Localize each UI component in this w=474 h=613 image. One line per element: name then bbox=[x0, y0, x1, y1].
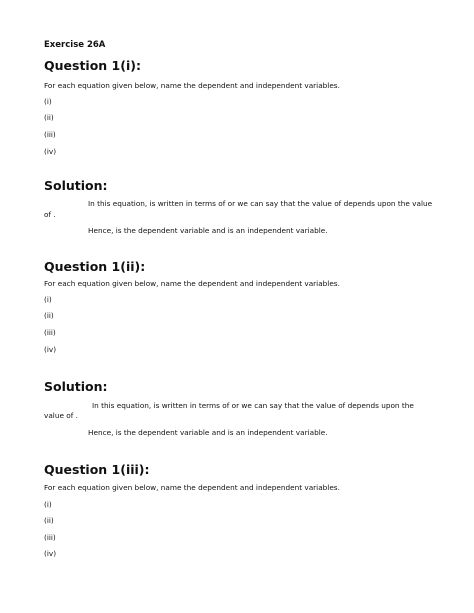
list-item: (ii) bbox=[44, 311, 54, 320]
question-heading-3: Question 1(iii): bbox=[44, 462, 150, 477]
list-item: (i) bbox=[44, 500, 52, 509]
list-item: (ii) bbox=[44, 516, 54, 525]
solution-text-2: In this equation, is written in terms of or we can say that the value of depends upon the bbox=[92, 401, 414, 410]
list-item: (i) bbox=[44, 295, 52, 304]
list-item: (iii) bbox=[44, 328, 56, 337]
solution-text-2-cont: value of . bbox=[44, 411, 78, 420]
list-item: (iv) bbox=[44, 147, 57, 156]
question-heading-2: Question 1(ii): bbox=[44, 259, 146, 274]
solution-text-1: In this equation, is written in terms of or we can say that the value of depends upon the value bbox=[88, 199, 433, 208]
exercise-title: Exercise 26A bbox=[44, 40, 106, 50]
solution-heading-1: Solution: bbox=[44, 178, 108, 193]
question-heading-1: Question 1(i): bbox=[44, 58, 141, 73]
list-item: (i) bbox=[44, 97, 52, 106]
solution-conclusion-2: Hence, is the dependent variable and is an independent variable. bbox=[88, 428, 328, 437]
question-instruction-3: For each equation given below, name the dependent and independent variables. bbox=[44, 483, 340, 492]
list-item: (ii) bbox=[44, 113, 54, 122]
question-instruction-1: For each equation given below, name the dependent and independent variables. bbox=[44, 81, 340, 90]
list-item: (iv) bbox=[44, 549, 57, 558]
question-instruction-2: For each equation given below, name the dependent and independent variables. bbox=[44, 279, 340, 288]
solution-heading-2: Solution: bbox=[44, 379, 108, 394]
list-item: (iii) bbox=[44, 533, 56, 542]
solution-conclusion-1: Hence, is the dependent variable and is an independent variable. bbox=[88, 226, 328, 235]
list-item: (iii) bbox=[44, 130, 56, 139]
list-item: (iv) bbox=[44, 345, 57, 354]
solution-text-1-cont: of . bbox=[44, 210, 56, 219]
